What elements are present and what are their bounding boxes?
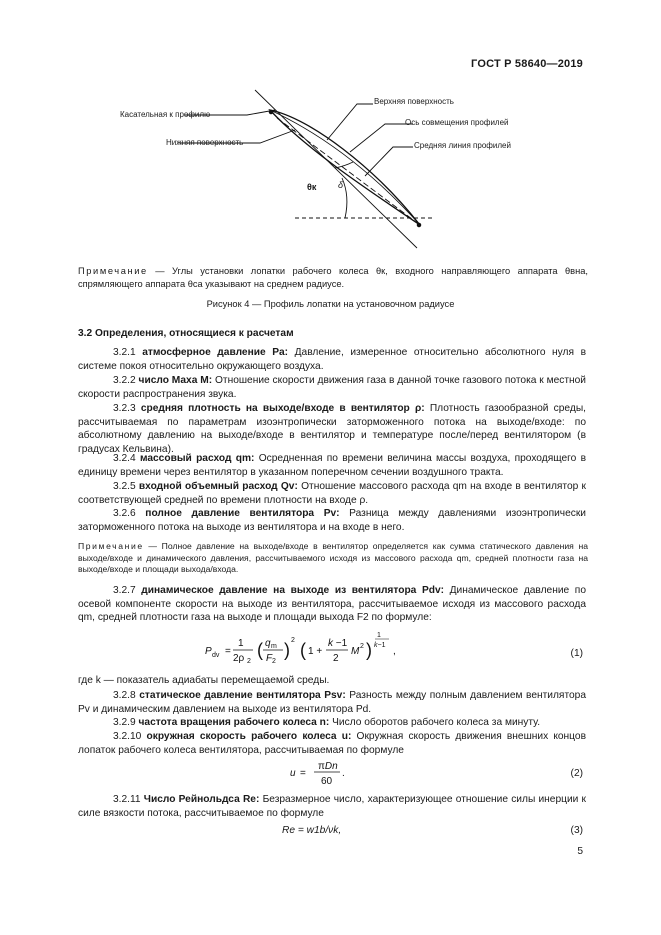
definition-3-2-7: 3.2.7 динамическое давление на выходе из вентилятора Pdv: Динамическое давление по осевой компоненте скорости на выходе из вентилятора, рассчитываемое исходя из массового расхода qm, средней плотности газа на выходе и площади выхода F2 по формуле: [78,585,586,624]
svg-text:=: = [225,646,231,657]
formula-1 [205,628,425,670]
leader-mid-line [365,147,413,176]
svg-text:,: , [393,646,396,657]
svg-text:M: M [351,646,360,657]
axis-line [277,118,420,225]
svg-text:1 +: 1 + [308,646,323,657]
note-text: — Углы установки лопатки рабочего колеса θк, входного направляющего аппарата θвна, спрямляющего аппарата θса указывают на среднем радиусе. [78,266,588,289]
tangent-line [255,90,417,248]
label-axis: Ось совмещения профилей [405,118,509,127]
definition-note: Примечание — Полное давление на выходе/входе в вентилятор определяется как сумма статического давления на выходе/входе и динамического давления, рассчитываемого исходя из массового расхода qm, средней плотности газа на выходе/входе и площади выхода/входа. [78,541,588,575]
svg-text:P: P [205,646,212,657]
blade-mid-line [270,110,420,225]
svg-text:dv: dv [212,652,220,659]
figure-note [78,265,588,291]
definition-3-2-1: 3.2.1 атмосферное давление Pa: Давление, измеренное относительно абсолютного нуля в системе покоя относительно окружающего воздуха. [78,347,586,372]
label-delta: δ [338,180,344,190]
label-bottom-surface: Нижняя поверхность [166,138,244,147]
figure-caption: Рисунок 4 — Профиль лопатки на установочном радиусе [206,299,455,309]
svg-text:2: 2 [291,637,295,644]
label-theta: θк [307,182,317,192]
svg-text:q: q [265,638,271,649]
svg-text:): ) [366,640,372,660]
svg-text:πDn: πDn [318,761,338,772]
svg-text:m: m [271,643,277,650]
definition-3-2-8: 3.2.8 статическое давление вентилятора Psv: Разность между полным давлением вентилятора Pv и динамическим давлением на выходе из вентилятора Pd. [78,690,586,715]
document-header: ГОСТ Р 58640—2019 [471,58,583,70]
svg-text:2: 2 [360,643,364,650]
svg-text:2: 2 [272,658,276,665]
definition-3-2-4: 3.2.4 массовый расход qm: Осредненная по времени величина массы воздуха, проходящего в единицу времени через вентилятор в указанном поперечном сечении воздушного тракта. [78,453,586,478]
definition-3-2-2: 3.2.2 число Маха M: Отношение скорости движения газа в данной точке газового потока к местной скорости распространения звука. [78,375,586,400]
svg-text:2ρ: 2ρ [233,653,245,664]
leader-axis [350,124,413,152]
svg-text:F: F [266,653,273,664]
svg-text:k −1: k −1 [328,638,348,649]
svg-text:): ) [284,640,290,660]
svg-text:u: u [290,768,296,779]
svg-text:60: 60 [321,776,333,787]
definition-3-2-9: 3.2.9 частота вращения рабочего колеса n: Число оборотов рабочего колеса за минуту. [113,717,541,728]
note-label: Примечание [78,266,148,276]
equation-1-number: (1) [570,648,583,659]
formula-3: Re = w1b/νk, [282,825,342,836]
page-number: 5 [577,846,583,857]
label-mid-line: Средняя линия профилей [414,141,511,150]
svg-text:1: 1 [377,632,381,639]
trailing-edge-dot [417,223,421,227]
section-title: 3.2 Определения, относящиеся к расчетам [78,328,294,339]
svg-text:(: ( [257,640,263,660]
blade-profile-shape [270,110,420,225]
svg-text:(: ( [300,640,306,660]
equation-2-number: (2) [570,768,583,779]
svg-text:.: . [342,768,345,779]
leading-edge-dot [269,110,273,114]
label-tangent: Касательная к профилю [120,110,211,119]
svg-text:k−1: k−1 [374,642,386,649]
svg-text:1: 1 [238,638,244,649]
label-top-surface: Верхняя поверхность [374,97,454,106]
definition-3-2-5: 3.2.5 входной объемный расход Qv: Отношение массового расхода qm на входе в вентилятор к соответствующей средней по времени плотности на входе ρ. [78,481,586,506]
definition-3-2-3: 3.2.3 средняя плотность на выходе/входе в вентилятор ρ: Плотность газообразной среды, рассчитываемая по параметрам изоэнтропически заторможенного потока на выходе/входе: по абсолютному давлению на выходе/входе в вентилятор и температуре после/перед вентилятором (в градусах Кельвина). [78,403,586,455]
svg-text:2: 2 [247,658,251,665]
leader-top-surface [327,104,373,140]
k-definition: где k — показатель адиабаты перемещаемой среды. [78,675,330,686]
definition-3-2-11: 3.2.11 Число Рейнольдса Re: Безразмерное число, характеризующее отношение силы инерции к силе вязкости потока, рассчитываемое по формуле [78,794,586,819]
svg-text:2: 2 [333,653,339,664]
formula-2 [290,758,370,790]
svg-text:=: = [300,768,306,779]
equation-3-number: (3) [570,825,583,836]
definition-3-2-6: 3.2.6 полное давление вентилятора Pv: Разница между давлениями изоэнтропически заторможенного потока на выходе из вентилятора и на входе в него. [78,508,586,533]
definition-3-2-10: 3.2.10 окружная скорость рабочего колеса u: Окружная скорость движения внешних концов лопаток рабочего колеса вентилятора, рассчитываемая по формуле [78,731,586,756]
